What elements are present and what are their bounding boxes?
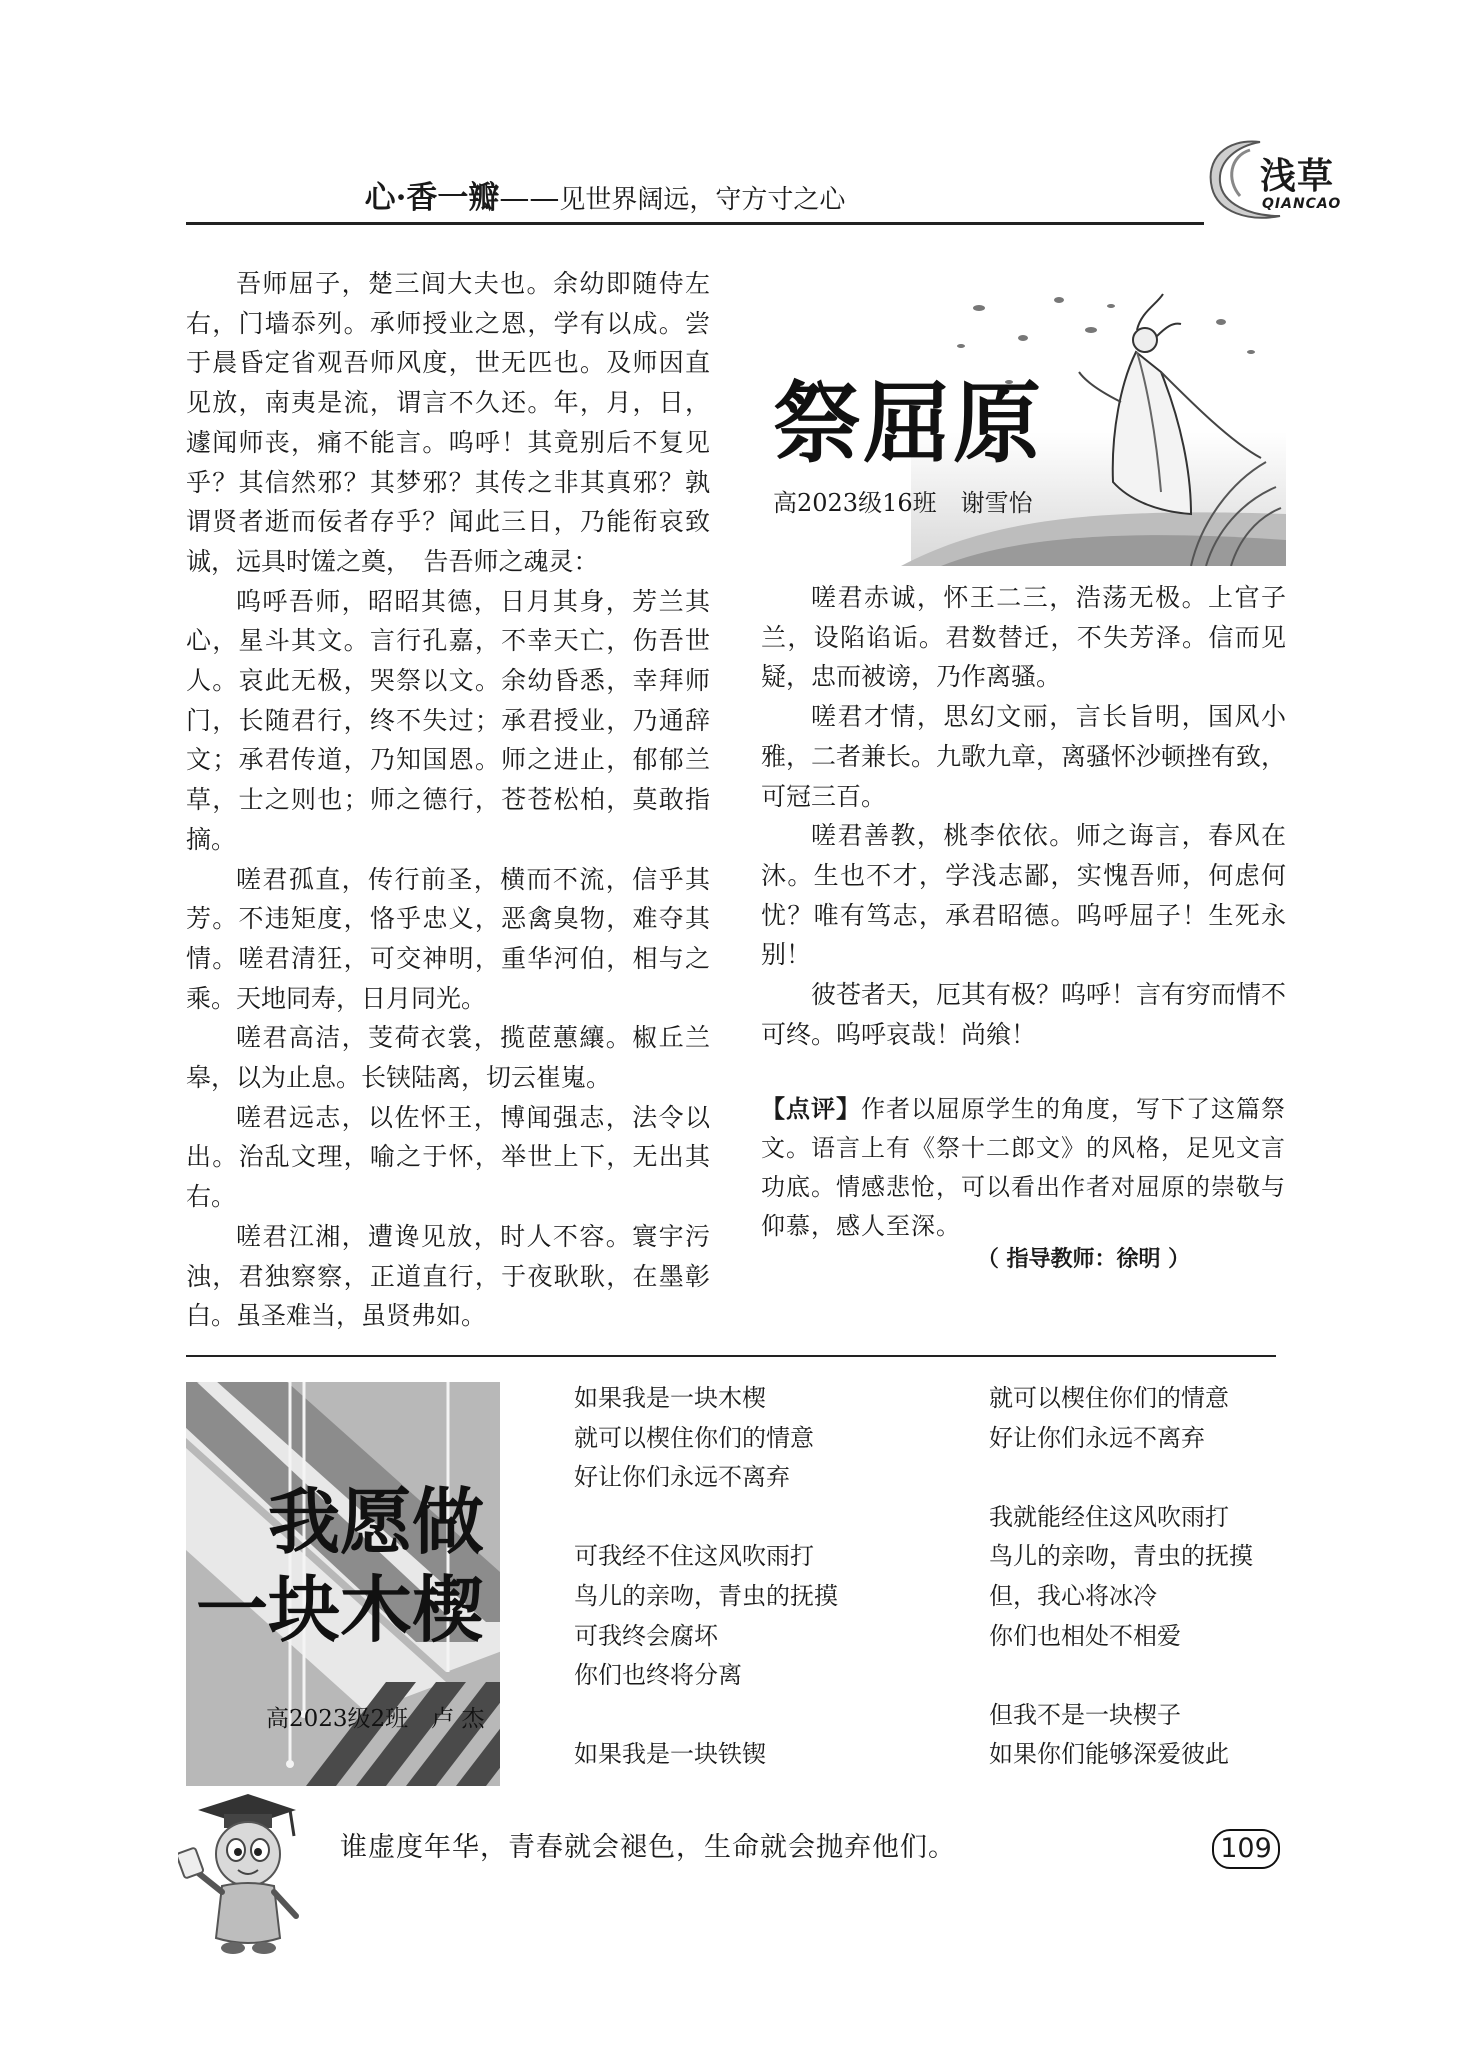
essay-paragraph: 嗟君高洁，芰荷衣裳，揽茝蕙纕。椒丘兰皋，以为止息。长铗陆离，切云崔嵬。 (186, 1023, 710, 1093)
running-header (0, 176, 1210, 220)
footer-quote: 谁虚度年华，青春就会褪色，生命就会抛弃他们。 (340, 1832, 956, 1863)
stanza-gap (574, 1498, 934, 1538)
poem-right-column (989, 1379, 1289, 1775)
essay-title: 祭屈原 (773, 372, 1044, 475)
poem-line: 就可以楔住你们的情意 (574, 1423, 814, 1452)
essay-paragraph: 嗟君才情，思幻文丽，言长旨明，国风小雅，二者兼长。九歌九章，离骚怀沙顿挫有致，可冠三百。 (761, 702, 1287, 811)
editor-comment (761, 1090, 1286, 1246)
essay-paragraph: 吾师屈子，楚三闾大夫也。余幼即随侍左右，门墙忝列。承师授业之恩，学有以成。尝于晨昏定省观吾师风度，世无匹也。及师因直见放，南夷是流，谓言不久还。年，月，日，遽闻师丧，痛不能言。呜呼！其竟别后不复见乎？其信然邪？其梦邪？其传之非其真邪？孰谓贤者逝而佞者存乎？闻此三日，乃能衔哀致诚，远具时馐之奠， 告吾师之魂灵： (186, 269, 710, 576)
poem-line: 但我不是一块楔子 (989, 1700, 1181, 1729)
essay-left-column (186, 264, 710, 1331)
section-divider (186, 1355, 1276, 1357)
poem-line: 就可以楔住你们的情意 (989, 1384, 1229, 1412)
essay-paragraph: 嗟君江湘，遭谗见放，时人不容。寰宇污浊，君独察察，正道直行，于夜耿耿，在墨彰白。虽圣难当，虽贤弗如。 (186, 1221, 710, 1331)
column-name: 心·香一瓣 (364, 180, 500, 216)
header-rule (186, 222, 1204, 225)
poem-title-line: 一块木楔 (195, 1568, 484, 1652)
poem-line: 可我终会腐坏 (574, 1621, 718, 1650)
stanza-gap (989, 1458, 1289, 1498)
poem-author: 高2023级2班 卢 杰 (266, 1706, 485, 1732)
poem-line: 但，我心将冰冷 (989, 1581, 1157, 1610)
page-number: 109 (1212, 1829, 1280, 1869)
poem-title (196, 1478, 484, 1654)
essay-paragraph: 彼苍者天，厄其有极？呜呼！言有穷而情不可终。呜呼哀哉！尚飨！ (761, 980, 1287, 1049)
essay-paragraph: 嗟君善教，桃李依依。师之诲言，春风在沐。生也不才，学浅志鄙，实愧吾师，何虑何忧？唯有笃志，承君昭德。呜呼屈子！生死永别！ (761, 821, 1286, 970)
essay-paragraph: 嗟君远志，以佐怀王，博闻强志，法令以出。治乱文理，喻之于怀，举世上下，无出其右。 (186, 1102, 710, 1212)
essay-title-block (761, 282, 1286, 566)
logo-title: 浅草 (1260, 155, 1335, 197)
essay-paragraph: 呜呼吾师，昭昭其德，日月其身，芳兰其心，星斗其文。言行孔嘉，不幸天亡，伤吾世人。哀此无极，哭祭以文。余幼昏悉，幸拜师门，长随君行，终不失过；承君授业，乃通辞文；承君传道，乃知国恩。师之进止，郁郁兰草，士之则也；师之德行，苍苍松柏，莫敢指摘。 (186, 586, 710, 854)
poem-line: 鸟儿的亲吻，青虫的抚摸 (989, 1542, 1253, 1571)
mascot-illustration (178, 1788, 308, 1958)
comment-text: 作者以屈原学生的角度，写下了这篇祭文。语言上有《祭十二郎文》的风格，足见文言功底。情感悲怆，可以看出作者对屈原的崇敬与仰慕，感人至深。 (761, 1095, 1286, 1240)
logo-subtitle: QIANCAO (1262, 196, 1342, 212)
essay-author: 高2023级16班 谢雪怡 (773, 489, 1033, 517)
poem-line: 如果我是一块木楔 (574, 1384, 766, 1412)
poem-line: 如果我是一块铁锲 (574, 1740, 766, 1769)
advisor-teacher: （ 指导教师：徐明 ） (976, 1247, 1191, 1272)
graduate-mascot-icon (178, 1788, 308, 1958)
poem-line: 好让你们永远不离弃 (989, 1423, 1205, 1452)
poem-line: 可我经不住这风吹雨打 (574, 1542, 814, 1571)
essay-paragraph: 嗟君赤诚，怀王二三，浩荡无极。上官子兰，设陷谄诟。君数替迁，不失芳泽。信而见疑，忠而被谤，乃作离骚。 (761, 583, 1286, 692)
poem-line: 我就能经住这风吹雨打 (989, 1502, 1229, 1531)
poem-left-column (574, 1379, 934, 1775)
essay-paragraph: 嗟君孤直，传行前圣，横而不流，信乎其芳。不违矩度，恪乎忠义，恶禽臭物，难夺其情。嗟君清狂，可交神明，重华河伯，相与之乘。天地同寿，日月同光。 (186, 864, 710, 1013)
header-slogan: 见世界阔远，守方寸之心 (559, 185, 846, 215)
poem-line: 你们也终将分离 (574, 1661, 742, 1690)
comment-tag: 【点评】 (761, 1095, 861, 1123)
poem-title-line: 我愿做 (267, 1480, 484, 1564)
magazine-logo (1200, 130, 1350, 230)
poem-title-banner (186, 1382, 500, 1786)
poem-line: 如果你们能够深爱彼此 (989, 1740, 1229, 1769)
essay-right-column (761, 578, 1286, 1048)
stanza-gap (989, 1656, 1289, 1696)
poem-line: 你们也相处不相爱 (989, 1621, 1181, 1650)
poem-line: 好让你们永远不离弃 (574, 1463, 790, 1492)
poem-line: 鸟儿的亲吻，青虫的抚摸 (574, 1581, 838, 1610)
stanza-gap (574, 1696, 934, 1736)
header-dash: —— (499, 181, 560, 216)
